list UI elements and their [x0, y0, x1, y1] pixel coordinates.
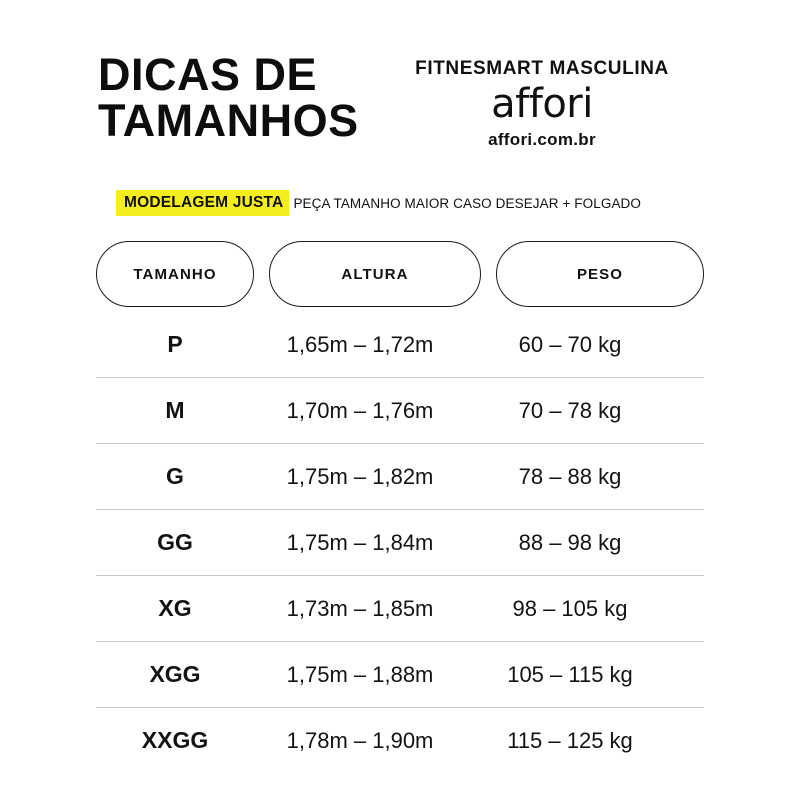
brand-block: [392, 58, 692, 150]
cell-height: 1,65m – 1,72m: [286, 331, 434, 357]
cell-height: 1,75m – 1,84m: [286, 529, 434, 555]
cell-weight: 88 – 98 kg: [518, 529, 622, 555]
page-header: [0, 0, 800, 180]
cell-weight: 105 – 115 kg: [507, 661, 633, 687]
fit-note-banner: [116, 190, 649, 216]
column-header-size: TAMANHO: [96, 241, 254, 307]
cell-height: 1,75m – 1,88m: [286, 661, 434, 687]
cell-size: G: [166, 463, 184, 489]
brand-logo: affori: [491, 81, 593, 127]
cell-height: 1,78m – 1,90m: [286, 727, 434, 753]
table-header-row: [96, 241, 704, 307]
fit-note-highlight: MODELAGEM JUSTA: [116, 190, 289, 216]
cell-weight: 78 – 88 kg: [518, 463, 622, 489]
column-header-weight: PESO: [496, 241, 704, 307]
size-table: [96, 312, 704, 773]
table-row: [96, 642, 704, 708]
column-header-height: ALTURA: [269, 241, 481, 307]
cell-height: 1,73m – 1,85m: [286, 595, 434, 621]
cell-weight: 115 – 125 kg: [507, 727, 633, 753]
cell-size: XXGG: [141, 727, 209, 753]
fit-note-text: PEÇA TAMANHO MAIOR CASO DESEJAR + FOLGADO: [293, 195, 641, 211]
table-row: [96, 576, 704, 642]
table-row: [96, 444, 704, 510]
cell-weight: 70 – 78 kg: [518, 397, 622, 423]
brand-website: affori.com.br: [488, 130, 596, 149]
cell-size: XG: [158, 595, 192, 621]
table-row: [96, 312, 704, 378]
cell-weight: 98 – 105 kg: [512, 595, 628, 621]
page-title-line-2: TAMANHOS: [98, 94, 359, 146]
cell-height: 1,75m – 1,82m: [286, 463, 434, 489]
cell-size: P: [167, 331, 183, 357]
cell-size: GG: [157, 529, 193, 555]
cell-size: XGG: [149, 661, 201, 687]
cell-weight: 60 – 70 kg: [518, 331, 622, 357]
cell-size: M: [165, 397, 185, 423]
brand-category-label: FITNESMART MASCULINA: [415, 58, 669, 79]
table-row: [96, 510, 704, 576]
page-title-line-1: DICAS DE: [98, 49, 318, 100]
table-row: [96, 708, 704, 773]
cell-height: 1,70m – 1,76m: [286, 397, 434, 423]
table-row: [96, 378, 704, 444]
